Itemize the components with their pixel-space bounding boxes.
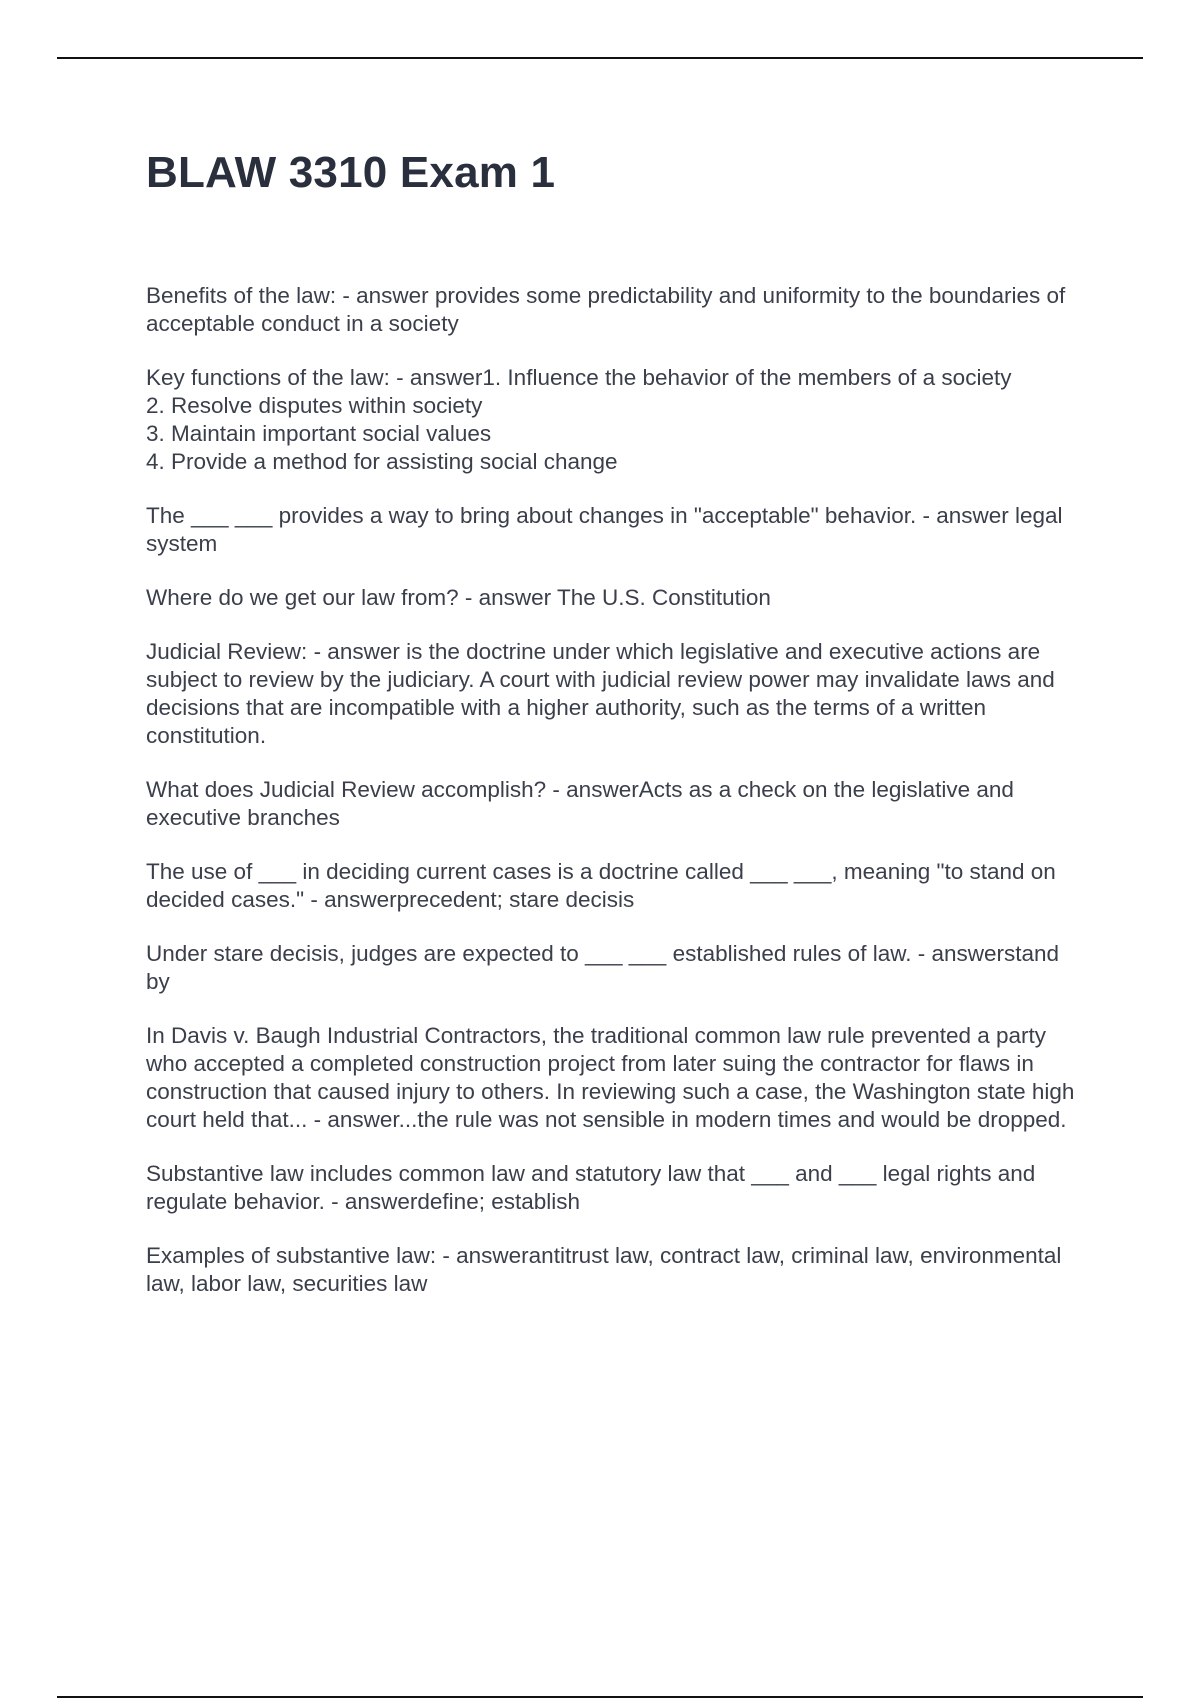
top-rule — [57, 57, 1143, 59]
qa-entry-source-of-law: Where do we get our law from? - answer The U.S. Constitution — [146, 585, 771, 610]
qa-entry-stare-decisis: The use of ___ in deciding current cases is a doctrine called ___ ___, meaning "to stand on decided cases." - answerprecedent; stare decisis — [146, 859, 1056, 912]
qa-entry-judicial-review-purpose: What does Judicial Review accomplish? - answerActs as a check on the legislative and executive branches — [146, 777, 1014, 830]
qa-entry-benefits-of-law: Benefits of the law: - answer provides some predictability and uniformity to the boundaries of acceptable conduct in a society — [146, 283, 1066, 336]
bottom-rule — [57, 1696, 1143, 1698]
document-title: BLAW 3310 Exam 1 — [146, 148, 556, 197]
qa-entry-davis-v-baugh: In Davis v. Baugh Industrial Contractors, the traditional common law rule prevented a party who accepted a completed construction project from later suing the contractor for flaws in construction that caused injury to others. In reviewing such a case, the Washington state high court held that... - answer...the rule was not sensible in modern times and would be dropped. — [146, 1023, 1075, 1132]
qa-entry-substantive-law: Substantive law includes common law and statutory law that ___ and ___ legal rights and regulate behavior. - answerdefine; establish — [146, 1161, 1036, 1214]
qa-entry-stand-by: Under stare decisis, judges are expected to ___ ___ established rules of law. - answerstand by — [146, 941, 1060, 994]
qa-entry-legal-system: The ___ ___ provides a way to bring about changes in "acceptable" behavior. - answer legal system — [146, 503, 1063, 556]
qa-list — [146, 282, 1086, 1324]
qa-entry-substantive-law-examples: Examples of substantive law: - answerantitrust law, contract law, criminal law, environmental law, labor law, securities law — [146, 1243, 1062, 1296]
qa-entry-judicial-review: Judicial Review: - answer is the doctrine under which legislative and executive actions are subject to review by the judiciary. A court with judicial review power may invalidate laws and decisions that are incompatible with a higher authority, such as the terms of a written constitution. — [146, 639, 1055, 748]
qa-entry-key-functions: Key functions of the law: - answer1. Influence the behavior of the members of a society 2. Resolve disputes within society 3. Maintain important social values 4. Provide a method for assisting social change — [146, 365, 1012, 474]
